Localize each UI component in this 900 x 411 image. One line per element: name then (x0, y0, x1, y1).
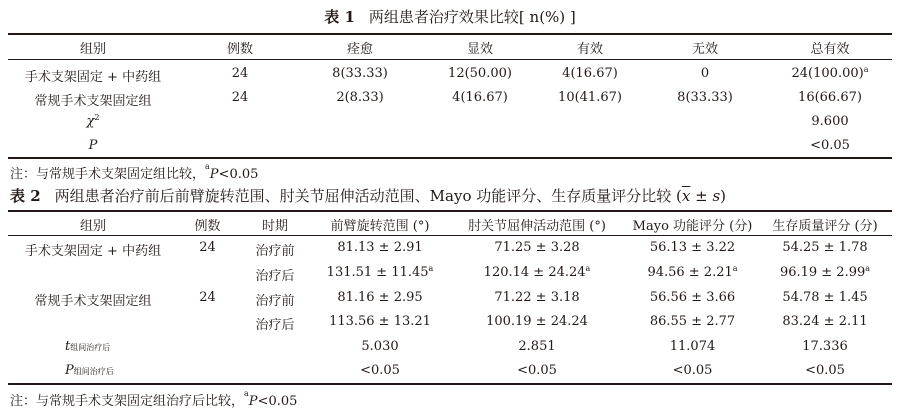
table1-bottom-rule (8, 157, 892, 159)
t1-row1-ineffective: 0 (700, 66, 710, 81)
t1-p-value: <0.05 (810, 138, 850, 153)
t2-row2-forearm-sup: a (428, 264, 434, 273)
t2-row1-elbow: 71.25 ± 3.28 (494, 240, 580, 255)
t2-row4-mayo: 86.55 ± 2.77 (649, 314, 736, 329)
table2-label: 表 2 (10, 187, 41, 205)
t1-row1-group: 手术支架固定 + 中药组 (24, 70, 162, 85)
t2-header-elbow: 肘关节屈伸活动范围 (°) (468, 219, 606, 234)
t2-p-mayo: <0.05 (672, 363, 713, 378)
t2-t-forearm: 5.030 (361, 339, 399, 354)
t2-row2-mayo-value: 94.56 ± 2.21 (647, 265, 733, 280)
t1-note-p: P (209, 167, 219, 182)
t2-group1-name: 手术支架固定 + 中药组 (24, 244, 162, 259)
t2-row2-elbow-sup: a (585, 264, 591, 273)
t1-p-symbol: P (88, 138, 98, 153)
t1-p-label (8, 138, 178, 153)
t1-row2-ineffective: 8(33.33) (677, 90, 733, 105)
t2-header-n: 例数 (194, 219, 221, 234)
t2-p-elbow: <0.05 (517, 363, 557, 378)
t2-row3-elbow: 71.22 ± 3.18 (494, 290, 580, 305)
table2-title-text: 两组患者治疗前后前臂旋转范围、肘关节屈伸活动范围、Mayo 功能评分、生存质量评分比较 ( (54, 187, 682, 205)
t2-row3-forearm: 81.16 ± 2.95 (337, 290, 423, 305)
t1-header-group: 组别 (79, 42, 106, 57)
t2-row2-mayo-sup: a (732, 264, 738, 273)
t1-chi2-sup: 2 (94, 113, 100, 122)
t1-row2-marked: 4(16.67) (452, 90, 508, 105)
table2-title-xbar: $\overline{x}$ (681, 187, 691, 205)
t1-chi2-value: 9.600 (811, 114, 849, 129)
t2-t-mayo: 11.074 (669, 339, 716, 354)
t2-row3-mayo: 56.56 ± 3.66 (649, 290, 736, 305)
table1-note (10, 163, 258, 182)
t2-row2-forearm (310, 265, 450, 280)
t2-header-period: 时期 (261, 219, 288, 234)
table2-bottom-rule (8, 383, 892, 385)
t2-t-elbow: 2.851 (518, 339, 556, 354)
t2-row2-qol-sup: a (865, 264, 871, 273)
table2-note (10, 390, 297, 409)
t2-header-qol: 生存质量评分 (分) (772, 219, 878, 234)
t2-row2-qol (760, 265, 890, 280)
t1-row1-effective: 4(16.67) (562, 66, 618, 81)
t1-row1-total-value: 24(100.00) (791, 66, 864, 81)
t2-note-suffix: <0.05 (257, 394, 298, 409)
t2-note-prefix: 注：与常规手术支架固定组治疗后比较， (10, 394, 245, 409)
t1-row1-cured: 8(33.33) (332, 66, 388, 81)
t2-row4-elbow: 100.19 ± 24.24 (486, 314, 588, 329)
t1-row2-group: 常规手术支架固定组 (34, 94, 152, 109)
t2-row4-qol: 83.24 ± 2.11 (782, 314, 868, 329)
t1-row1-n: 24 (231, 66, 249, 81)
t2-header-mayo: Mayo 功能评分 (分) (632, 219, 753, 234)
t2-p-label (65, 363, 114, 378)
t2-header-forearm: 前臂旋转范围 (°) (330, 219, 430, 234)
t2-row4-period: 治疗后 (255, 318, 295, 333)
t1-note-sup: a (205, 162, 210, 171)
t1-row2-n: 24 (231, 90, 249, 105)
t2-row2-period: 治疗后 (255, 269, 295, 284)
table2-title-end: ) (720, 187, 727, 205)
table2-header-rule (8, 235, 892, 236)
t1-note-suffix: <0.05 (218, 167, 259, 182)
t2-row3-qol: 54.78 ± 1.45 (782, 290, 868, 305)
table1-top-rule (8, 33, 892, 35)
t2-note-sup: a (244, 389, 249, 398)
t1-row2-effective: 10(41.67) (558, 90, 622, 105)
t2-row2-forearm-value: 131.51 ± 11.45 (326, 265, 429, 280)
t1-chi2-symbol: χ (86, 114, 95, 129)
t1-row1-total-sup: a (863, 65, 869, 74)
table2-title-s: s (712, 187, 721, 205)
t2-p-qol: <0.05 (805, 363, 845, 378)
t2-row1-mayo: 56.13 ± 3.22 (649, 240, 736, 255)
table1-title (0, 6, 900, 27)
t2-p-symbol: P (65, 363, 74, 378)
t2-row4-forearm: 113.56 ± 13.21 (329, 314, 431, 329)
t1-header-total: 总有效 (810, 42, 850, 57)
t1-note-prefix: 注：与常规手术支架固定组比较， (10, 167, 206, 182)
t2-row1-forearm: 81.13 ± 2.91 (337, 240, 423, 255)
t2-group2-n: 24 (199, 290, 216, 305)
t2-group1-n: 24 (199, 240, 216, 255)
t2-row1-qol: 54.25 ± 1.78 (782, 240, 868, 255)
t1-row2-total: 16(66.67) (798, 90, 862, 105)
table2-top-rule (8, 210, 892, 212)
t2-t-sub: 组间治疗后 (70, 343, 111, 352)
t2-header-group: 组别 (79, 219, 106, 234)
t2-t-qol: 17.336 (802, 339, 848, 354)
t1-header-ineffective: 无效 (691, 42, 718, 57)
t2-t-symbol: t (65, 339, 71, 354)
t1-header-effective: 有效 (576, 42, 603, 57)
t2-row2-elbow-value: 120.14 ± 24.24 (483, 265, 586, 280)
t2-row2-elbow (452, 265, 622, 280)
t1-header-cured: 痊愈 (346, 42, 373, 57)
t1-header-marked: 显效 (466, 42, 493, 57)
table1-label: 表 1 (324, 8, 355, 26)
t2-group2-name: 常规手术支架固定组 (34, 294, 152, 309)
t1-row2-cured: 2(8.33) (336, 90, 384, 105)
table2-title-pm: ± (690, 187, 713, 205)
t1-header-n: 例数 (226, 42, 253, 57)
t2-note-p: P (248, 394, 258, 409)
t2-row3-period: 治疗前 (255, 294, 295, 309)
t2-p-sub: 组间治疗后 (73, 367, 114, 376)
table1-header-rule (8, 59, 892, 60)
t2-row2-mayo (625, 265, 760, 280)
t2-row1-period: 治疗前 (255, 244, 295, 259)
table1-title-text: 两组患者治疗效果比较[ n(%) ] (368, 8, 576, 26)
t2-t-label (65, 339, 110, 354)
t1-row1-marked: 12(50.00) (448, 66, 512, 81)
t2-row2-qol-value: 96.19 ± 2.99 (779, 265, 866, 280)
table2-title (10, 185, 726, 206)
t1-chi2-label (8, 114, 178, 129)
t2-p-forearm: <0.05 (360, 363, 400, 378)
t1-row1-total (775, 66, 885, 81)
